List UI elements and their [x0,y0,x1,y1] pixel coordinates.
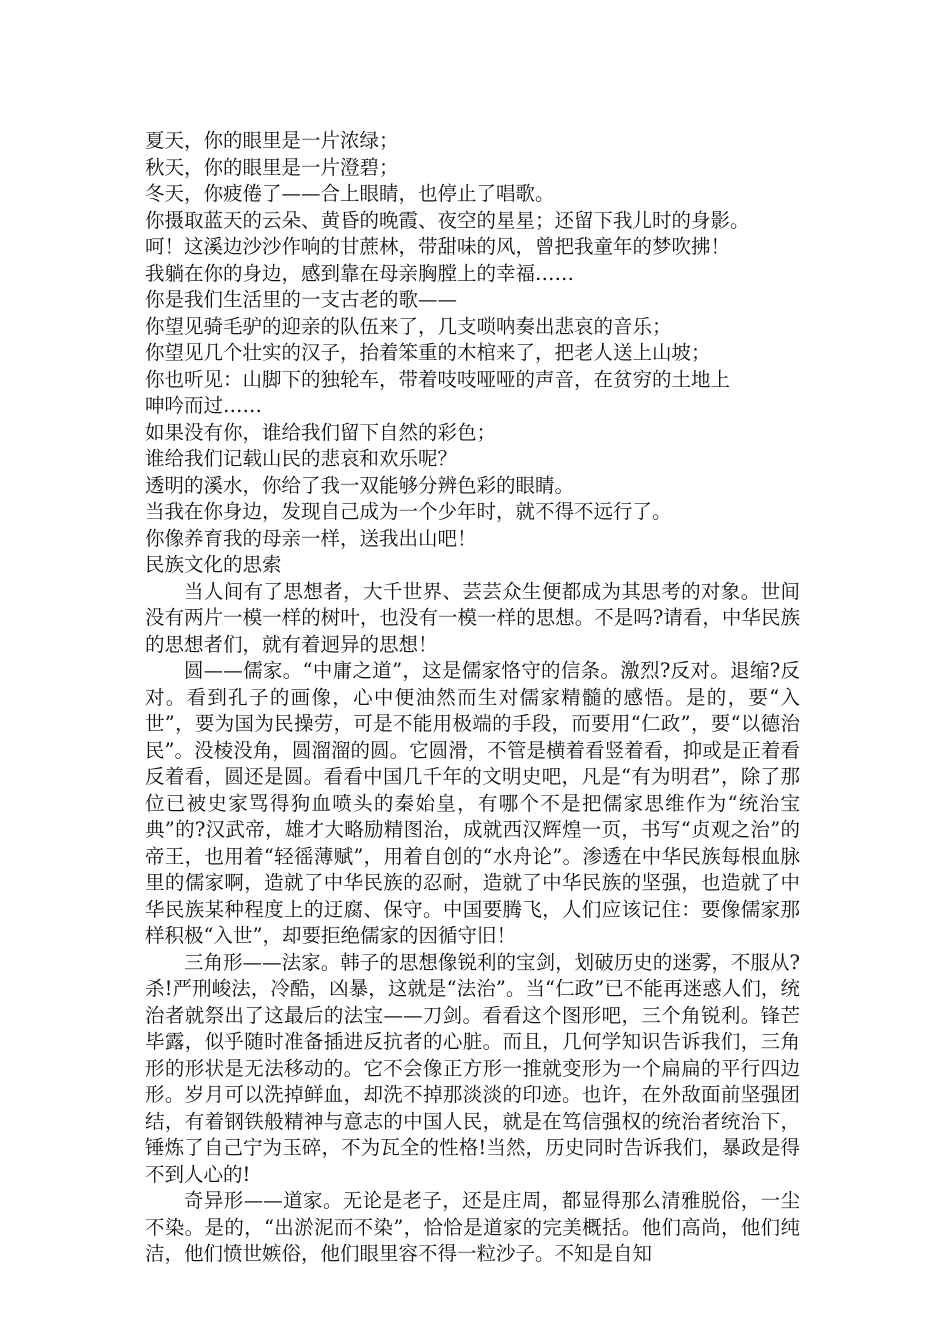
document-page [145,128,800,1268]
poem-line: 你是我们生活里的一支古老的歌—— [145,288,458,311]
poem-line: 透明的溪水，你给了我一双能够分辨色彩的眼睛。 [145,473,575,497]
essay-paragraph: 三角形——法家。韩子的思想像锐利的宝剑，划破历史的迷雾，不服从?杀!严刑峻法，冷酷，凶暴，这就是“法治”。当“仁政”已不能再迷惑人们，统治者就祭出了这最后的法宝——刀剑。看看这个图形吧，三个角锐利。锋芒毕露，似乎随时准备插进反抗者的心脏。而且，几何学知识告诉我们，三角形的形状是无法移动的。它不会像正方形一推就变形为一个扁扁的平行四边形。岁月可以洗掉鲜血，却洗不掉那淡淡的印迹。也许，在外敌面前坚强团结，有着钢铁般精神与意志的中国人民，就是在笃信强权的统治者统治下，锤炼了自己宁为玉碎，不为瓦全的性格!当然，历史同时告诉我们，暴政是得不到人心的! [145,950,800,1186]
poem-line: 秋天，你的眼里是一片澄碧； [145,155,399,179]
poem-line: 你也听见：山脚下的独轮车，带着吱吱哑哑的声音，在贫穷的土地上 [145,367,731,391]
poem-line: 夏天，你的眼里是一片浓绿； [145,129,399,152]
poem [145,128,800,552]
poem-line: 我躺在你的身边，感到靠在母亲胸膛上的幸福…… [145,261,575,285]
poem-line: 你摄取蓝天的云朵、黄昏的晚霞、夜空的星星；还留下我儿时的身影。 [145,208,750,232]
essay-title: 民族文化的思索 [145,553,282,576]
poem-line: 冬天，你疲倦了——合上眼睛，也停止了唱歌。 [145,182,555,205]
poem-line: 谁给我们记载山民的悲哀和欢乐呢？ [145,447,458,470]
poem-line: 当我在你身边，发现自己成为一个少年时，就不得不远行了。 [145,500,672,523]
poem-line: 如果没有你，谁给我们留下自然的彩色； [145,420,497,444]
essay-paragraph: 圆——儒家。“中庸之道”，这是儒家恪守的信条。激烈?反对。退缩?反对。看到孔子的画像，心中便油然而生对儒家精髓的感悟。是的，要“入世”，要为国为民操劳，可是不能用极端的手段，而要用“仁政”，要“以德治民”。没棱没角，圆溜溜的圆。它圆滑，不管是横着看竖着看，抑或是正着看反着看，圆还是圆。看看中国几千年的文明史吧，凡是“有为明君”，除了那位已被史家骂得狗血喷头的秦始皇，有哪个不是把儒家思维作为“统治宝典”的?汉武帝，雄才大略励精图治，成就西汉辉煌一页，书写“贞观之治”的帝王，也用着“轻徭薄赋”，用着自创的“水舟论”。渗透在中华民族每根血脉里的儒家啊，造就了中华民族的忍耐，造就了中华民族的坚强，也造就了中华民族某种程度上的迂腐、保守。中国要腾飞，人们应该记住：要像儒家那样积极“入世”，却要拒绝儒家的因循守旧！ [145,659,800,947]
essay-paragraph: 奇异形——道家。无论是老子，还是庄周，都显得那么清雅脱俗，一尘不染。是的，“出淤泥而不染”，恰恰是道家的完美概括。他们高尚，他们纯洁，他们愤世嫉俗，他们眼里容不得一粒沙子。不知是自知 [145,1189,800,1265]
poem-line: 呻吟而过…… [145,394,263,417]
essay-paragraph: 当人间有了思想者，大千世界、芸芸众生便都成为其思考的对象。世间没有两片一模一样的树叶，也没有一模一样的思想。不是吗?请看，中华民族的思想者们，就有着迥异的思想！ [145,579,800,656]
poem-line: 你望见几个壮实的汉子，抬着笨重的木棺来了，把老人送上山坡； [145,341,711,364]
poem-line: 呵！这溪边沙沙作响的甘蔗林，带甜味的风，曾把我童年的梦吹拂！ [145,235,731,258]
poem-line: 你望见骑毛驴的迎亲的队伍来了，几支唢呐奏出悲哀的音乐； [145,314,672,338]
poem-line: 你像养育我的母亲一样，送我出山吧！ [145,526,477,550]
